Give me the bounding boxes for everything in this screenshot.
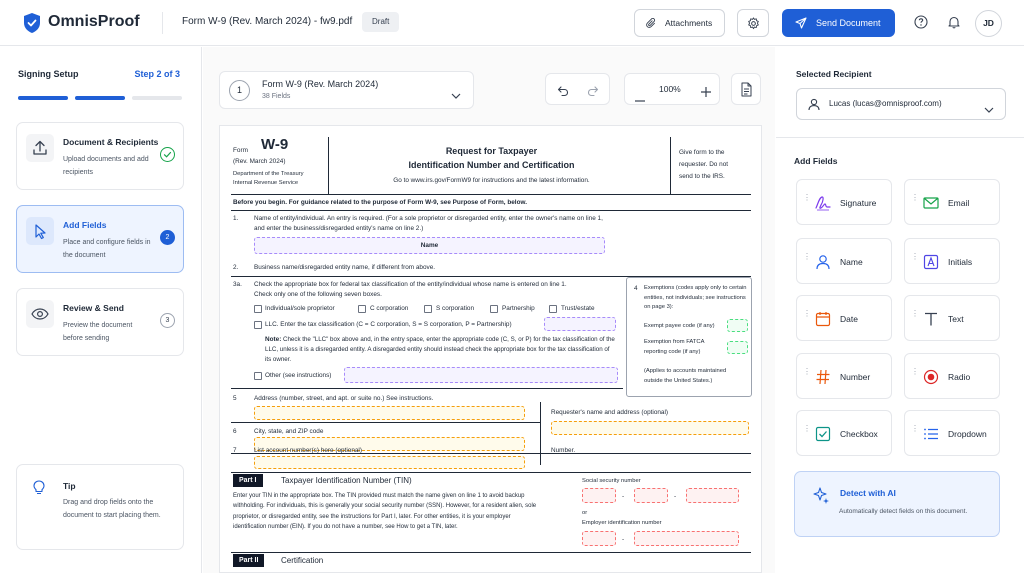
fatca-label: Exemption from FATCA reporting code (if any) (644, 339, 705, 355)
form-revision: (Rev. March 2024) (233, 158, 286, 165)
help-icon[interactable] (914, 15, 928, 34)
field-label: Number (840, 372, 871, 382)
checkbox-trust[interactable] (549, 305, 557, 313)
bell-icon[interactable] (947, 15, 961, 34)
form-selector-dropdown[interactable] (219, 71, 474, 109)
app-logo-text: OmnisProof (48, 13, 140, 30)
signature-icon (814, 194, 832, 217)
note-label: Note: (265, 336, 282, 343)
drag-handle-icon: ⋮ (911, 309, 918, 318)
step-title: Document & Recipients (63, 137, 159, 147)
line-number: 7 (233, 447, 237, 454)
line-7-label: List account number(s) here (optional) (254, 447, 362, 454)
field-label: Initials (948, 257, 973, 267)
dash: - (622, 536, 625, 543)
step-indicator: Step 2 of 3 (134, 69, 180, 79)
recipient-name: Lucas (lucas@omnisproof.com) (829, 99, 942, 108)
part-2-tag: Part II (233, 554, 264, 567)
field-text-button[interactable] (904, 295, 1000, 341)
field-label: Checkbox (840, 429, 878, 439)
radio-icon (922, 368, 940, 391)
ssn-field-1[interactable] (582, 488, 616, 503)
attachments-button[interactable] (634, 9, 725, 37)
line-3a-label: Check the appropriate box for federal tax classification of the entity/individual whose name is entered on line 1. (254, 281, 567, 288)
ssn-label: Social security number (582, 478, 641, 484)
form-title-1: Request for Taxpayer (445, 146, 538, 156)
progress-segment-3 (132, 96, 182, 100)
checkbox-label: S corporation (436, 305, 475, 312)
add-fields-title: Add Fields (794, 156, 838, 166)
name-field[interactable] (254, 237, 605, 254)
lightbulb-icon (31, 479, 47, 502)
drag-handle-icon: ⋮ (803, 193, 810, 202)
list-icon (922, 425, 940, 448)
ssn-field-2[interactable] (634, 488, 668, 503)
upload-icon (26, 134, 54, 162)
attachments-label: Attachments (665, 18, 713, 28)
person-icon (814, 253, 832, 276)
settings-button[interactable] (737, 9, 769, 37)
give-form-1: Give form to the (679, 149, 725, 156)
instructions-link: Go to www.irs.gov/FormW9 for instructions and the latest information. (393, 177, 590, 184)
checkbox-label: Partnership (502, 305, 535, 312)
checkbox-s-corp[interactable] (424, 305, 432, 313)
checkbox-label: C corporation (370, 305, 409, 312)
tip-description: Drag and drop fields onto the document to start placing them. (63, 499, 161, 519)
line-3a-label-2: Check only one of the following seven boxes. (254, 291, 382, 298)
part-1-body: Enter your TIN in the appropriate box. The TIN provided must match the name given on line 1 to avoid backup withholding. For individuals, this is generally your social security number (SSN). However, for a resident alien, sole proprietor, or disregarded entity, see the instructions for Part I, later. For other entities, it is your employer identification number (EIN). If you do not have a number, see How to get a TIN, later. (233, 493, 537, 531)
checkbox-label: Individual/sole proprietor (265, 305, 335, 312)
chevron-down-icon (984, 101, 994, 119)
exempt-payee-label: Exempt payee code (if any) (644, 323, 715, 329)
chevron-down-icon (451, 87, 461, 105)
drag-handle-icon: ⋮ (803, 367, 810, 376)
checkbox-llc[interactable] (254, 321, 262, 329)
progress-segment-2 (75, 96, 125, 100)
line-5-label: Address (number, street, and apt. or suite no.) See instructions. (254, 395, 434, 402)
checkbox-c-corp[interactable] (358, 305, 366, 313)
step-number-badge: 2 (160, 230, 175, 245)
llc-classification-field[interactable] (544, 317, 616, 331)
recipient-dropdown[interactable] (796, 88, 1006, 120)
dash: - (622, 493, 625, 500)
line-number: 6 (233, 428, 237, 435)
text-icon (922, 310, 940, 333)
field-checkbox-button[interactable] (796, 410, 892, 456)
undo-redo-group (545, 73, 610, 105)
signing-setup-sidebar (0, 47, 202, 573)
requester-field[interactable] (551, 421, 749, 435)
paper-plane-icon (795, 17, 807, 31)
drag-handle-icon: ⋮ (803, 424, 810, 433)
line-number: 4 (634, 285, 638, 292)
paperclip-icon (646, 18, 657, 31)
fatca-code-field[interactable] (727, 341, 748, 354)
field-label: Dropdown (948, 429, 987, 439)
eye-icon (26, 300, 54, 328)
form-id: W-9 (261, 136, 289, 153)
line-number: 2. (233, 264, 239, 271)
panel-divider (776, 137, 1024, 138)
status-badge: Draft (362, 12, 399, 32)
redo-icon[interactable] (587, 84, 599, 102)
avatar[interactable]: JD (975, 10, 1002, 37)
department-line: Department of the Treasury (233, 171, 304, 177)
signing-setup-title: Signing Setup (18, 69, 79, 79)
before-you-begin: Before you begin. For guidance related to the purpose of Form W-9, see Purpose of Form, below. (233, 199, 527, 206)
person-icon (808, 98, 820, 116)
undo-icon[interactable] (557, 84, 569, 102)
detect-with-ai-title: Detect with AI (840, 488, 896, 498)
detect-with-ai-description: Automatically detect fields on this document. (839, 508, 968, 515)
checkbox-label: Other (see instructions) (265, 372, 332, 379)
step-review-send[interactable] (16, 288, 184, 356)
requester-label: Requester's name and address (optional) (551, 409, 669, 416)
part-1-title: Taxpayer Identification Number (TIN) (281, 476, 412, 485)
field-email-button[interactable] (904, 179, 1000, 225)
rule (231, 210, 751, 211)
field-date-button[interactable] (796, 295, 892, 341)
tip-card (16, 464, 184, 550)
part-1-tag: Part I (233, 474, 263, 487)
rule (231, 472, 751, 473)
give-form-2: requester. Do not (679, 161, 729, 168)
drag-handle-icon: ⋮ (803, 309, 810, 318)
hash-icon (814, 368, 832, 391)
rule (231, 422, 540, 423)
initials-icon (922, 253, 940, 276)
drag-handle-icon: ⋮ (911, 193, 918, 202)
line-number: 1. (233, 215, 239, 222)
exemptions-heading: Exemptions (codes apply only to certain entities, not individuals; see instructions on page 3): (644, 285, 747, 310)
drag-handle-icon: ⋮ (911, 367, 918, 376)
step-title: Add Fields (63, 220, 107, 230)
document-preview-button[interactable] (731, 73, 761, 105)
field-label: Text (948, 314, 964, 324)
field-signature-button[interactable] (796, 179, 892, 225)
checkbox-other[interactable] (254, 372, 262, 380)
line-6-label: City, state, and ZIP code (254, 428, 324, 435)
document-workspace (203, 47, 775, 573)
zoom-control (624, 73, 720, 105)
field-label: Name (840, 257, 863, 267)
shield-logo-icon (22, 12, 42, 39)
line-1-label-2: and enter the business/disregarded entity's name on line 2.) (254, 225, 424, 232)
checkbox-individual[interactable] (254, 305, 262, 313)
step-title: Review & Send (63, 303, 124, 313)
line-number: 3a. (233, 281, 242, 288)
address-field[interactable] (254, 406, 525, 420)
checkbox-label: LLC. Enter the tax classification (C = C corporation, S = S corporation, P = Partnership) (265, 321, 512, 328)
gear-icon (747, 17, 760, 33)
rule (231, 194, 751, 195)
document-name: Form W-9 (Rev. March 2024) - fw9.pdf (182, 16, 353, 27)
app-header (0, 0, 1024, 46)
zoom-in-icon[interactable] (701, 84, 711, 102)
fields-panel (776, 47, 1024, 573)
send-document-label: Send Document (816, 18, 881, 28)
checkbox-label: Trust/estate (561, 305, 595, 312)
document-page (219, 125, 762, 573)
form-word: Form (233, 147, 248, 154)
irs-line: Internal Revenue Service (233, 180, 299, 186)
selected-recipient-title: Selected Recipient (796, 69, 872, 79)
step-description: Preview the document before sending (63, 322, 133, 342)
exempt-payee-field[interactable] (727, 319, 748, 332)
cursor-icon (26, 217, 54, 245)
sparkle-icon (812, 486, 830, 509)
number-label: Number. (551, 447, 576, 454)
field-initials-button[interactable] (904, 238, 1000, 284)
ein-field-1[interactable] (582, 531, 616, 546)
header-divider (670, 137, 671, 194)
note-text: Check the "LLC" box above and, in the entry space, enter the appropriate code (C, S, or P) for the tax classification of the LLC, unless it is a disregarded entity. A disregarded entity should instead check the appropriate box for the tax classification of its owner. (265, 336, 615, 363)
column-divider (540, 402, 541, 465)
tip-title: Tip (63, 481, 76, 491)
checkbox-partnership[interactable] (490, 305, 498, 313)
dash: - (674, 493, 677, 500)
or-label: or (582, 510, 588, 516)
send-document-button[interactable] (782, 9, 895, 37)
rule (231, 552, 751, 553)
field-label: Email (948, 198, 970, 208)
zoom-level: 100% (659, 84, 681, 94)
document-icon (740, 82, 753, 102)
field-label: Radio (948, 372, 971, 382)
check-circle-icon (160, 147, 175, 162)
drag-handle-icon: ⋮ (803, 252, 810, 261)
detect-with-ai-button[interactable] (794, 471, 1000, 537)
give-form-3: send to the IRS. (679, 173, 725, 180)
header-divider (162, 12, 163, 34)
ein-field-2[interactable] (634, 531, 739, 546)
name-field-label: Name (420, 242, 439, 249)
rule (231, 388, 623, 389)
drag-handle-icon: ⋮ (911, 252, 918, 261)
drag-handle-icon: ⋮ (911, 424, 918, 433)
field-label: Date (840, 314, 858, 324)
part-2-title: Certification (281, 556, 324, 565)
line-2-label: Business name/disregarded entity name, if different from above. (254, 264, 436, 271)
field-number-button[interactable] (796, 353, 892, 399)
line-number: 5 (233, 395, 237, 402)
field-name-button[interactable] (796, 238, 892, 284)
checkbox-icon (814, 425, 832, 448)
form-title: Form W-9 (Rev. March 2024) (262, 79, 379, 89)
step-add-fields[interactable] (16, 205, 184, 273)
field-label: Signature (840, 198, 877, 208)
zoom-out-icon[interactable] (635, 89, 645, 107)
step-description: Place and configure fields in the document (63, 239, 151, 259)
step-description: Upload documents and add recipients (63, 156, 149, 176)
step-document-recipients[interactable] (16, 122, 184, 190)
form-title-2: Identification Number and Certification (408, 160, 575, 170)
field-radio-button[interactable] (904, 353, 1000, 399)
ssn-field-3[interactable] (686, 488, 739, 503)
line-1-label: Name of entity/individual. An entry is required. (For a sole proprietor or disregarded entity, enter the owner's name on line 1, (254, 215, 603, 222)
email-icon (922, 194, 940, 217)
field-dropdown-button[interactable] (904, 410, 1000, 456)
ein-label: Employer identification number (582, 520, 662, 526)
progress-segment-1 (18, 96, 68, 100)
other-classification-field[interactable] (344, 367, 618, 383)
form-number-badge: 1 (229, 80, 250, 101)
exemptions-note: (Applies to accounts maintained outside the United States.) (644, 368, 727, 384)
step-number-badge: 3 (160, 313, 175, 328)
form-field-count: 38 Fields (262, 93, 291, 100)
calendar-icon (814, 310, 832, 333)
account-number-field[interactable] (254, 456, 525, 469)
